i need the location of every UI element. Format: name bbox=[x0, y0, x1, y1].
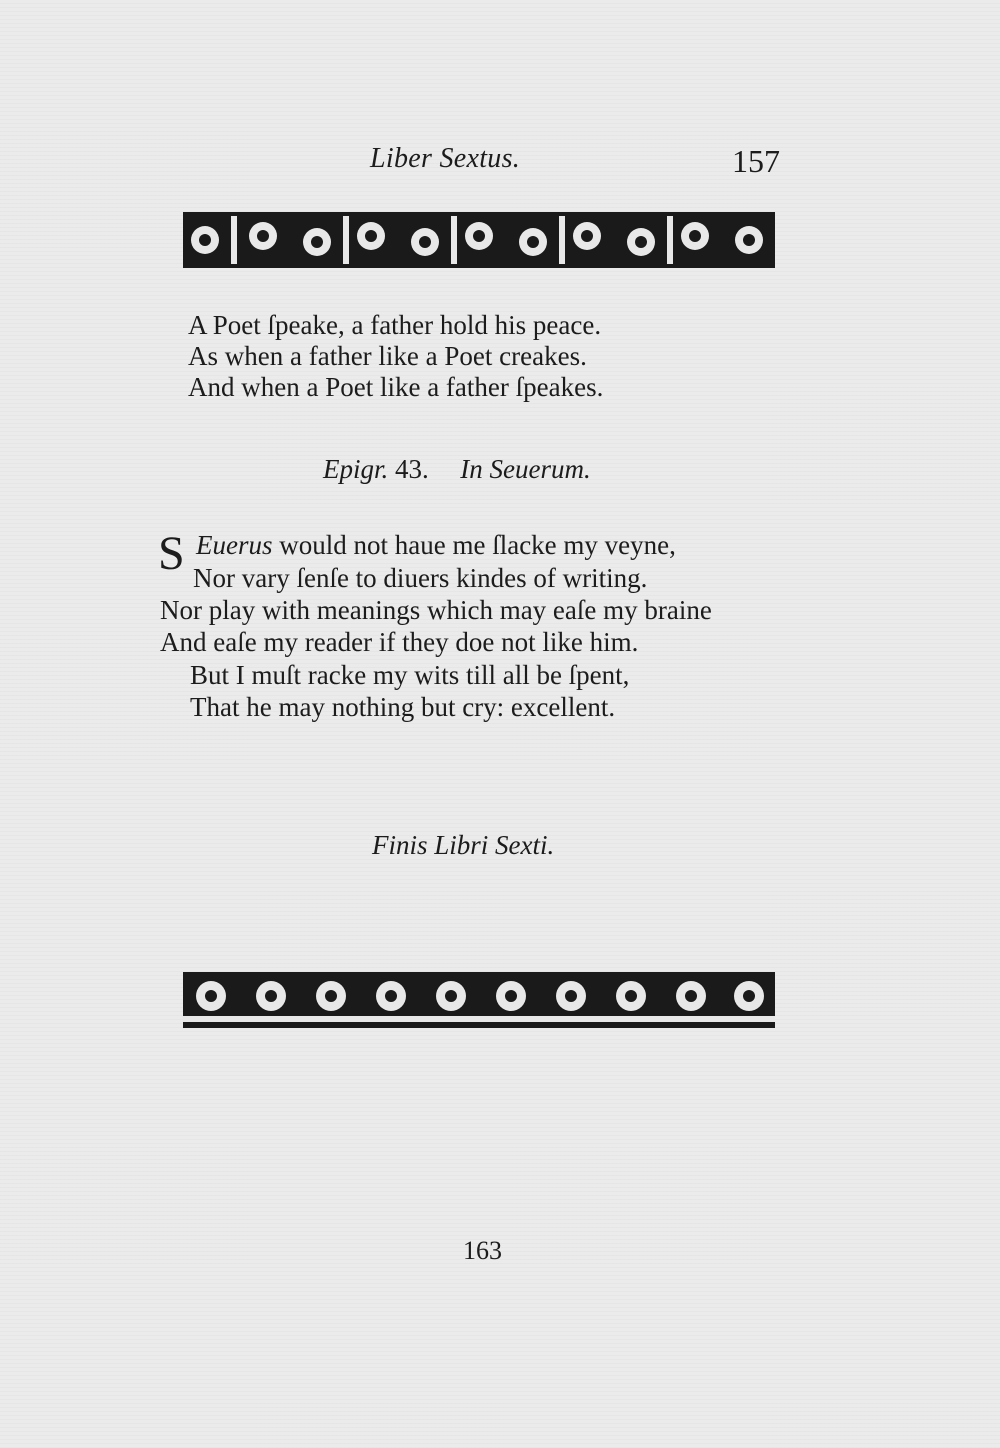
verse-line: Nor play with meanings which may eaſe my braine bbox=[160, 595, 712, 625]
decorative-headpiece-ornament bbox=[183, 210, 775, 270]
epigram-heading bbox=[323, 454, 591, 485]
verse-line: As when a father like a Poet creakes. bbox=[188, 341, 587, 371]
verse-line: A Poet ſpeake, a father hold his peace. bbox=[188, 310, 602, 340]
verse-line: But I muſt racke my wits till all be ſpent, bbox=[190, 660, 630, 690]
epigram-heading-label: Epigr. bbox=[323, 454, 389, 484]
folio-number: 163 bbox=[463, 1236, 502, 1265]
verse-line: And when a Poet like a father ſpeakes. bbox=[188, 372, 604, 402]
verse-line: That he may nothing but cry: excellent. bbox=[190, 692, 616, 722]
epigram-heading-number: 43. bbox=[395, 454, 429, 484]
running-title: Liber Sextus. bbox=[370, 143, 521, 174]
verse-line: Nor vary ſenſe to diuers kindes of writing. bbox=[193, 563, 648, 593]
epigram-heading-title: In Seuerum. bbox=[460, 454, 591, 484]
first-word: Euerus bbox=[196, 530, 273, 560]
colophon: Finis Libri Sexti. bbox=[372, 830, 555, 860]
decorative-tailpiece-ornament bbox=[183, 970, 775, 1030]
first-line-rest: would not haue me ſlacke my veyne, bbox=[272, 530, 676, 560]
drop-cap: S bbox=[158, 527, 185, 580]
verse-line: And eaſe my reader if they doe not like him. bbox=[160, 627, 639, 657]
verse-line-first bbox=[196, 530, 676, 561]
page-number: 157 bbox=[732, 143, 780, 179]
